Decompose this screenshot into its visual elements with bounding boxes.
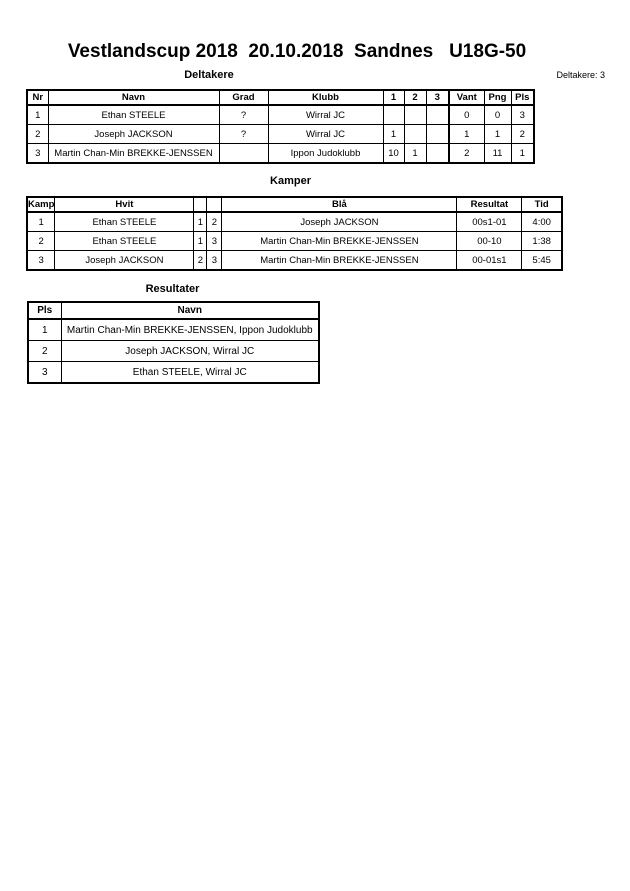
col-header-tid: Tid bbox=[522, 197, 562, 212]
col-header-match2: 2 bbox=[404, 90, 426, 105]
cell-kamp: 1 bbox=[27, 212, 55, 232]
resultater-header-row bbox=[28, 302, 319, 319]
cell-navn: Martin Chan-Min BREKKE-JENSSEN bbox=[48, 144, 219, 164]
cell-pls: 1 bbox=[28, 319, 61, 341]
cell-bla: Joseph JACKSON bbox=[222, 212, 457, 232]
page-title: Vestlandscup 2018 20.10.2018 Sandnes U18G-50 bbox=[67, 41, 527, 62]
cell-navn: Martin Chan-Min BREKKE-JENSSEN, Ippon Judoklubb bbox=[61, 319, 319, 341]
deltakere-header-row bbox=[27, 90, 534, 105]
cell-nr: 1 bbox=[27, 105, 48, 125]
cell-bla: Martin Chan-Min BREKKE-JENSSEN bbox=[222, 232, 457, 251]
table-row bbox=[27, 125, 534, 144]
cell-hvit: Ethan STEELE bbox=[55, 212, 194, 232]
cell-bla-nr: 3 bbox=[207, 232, 222, 251]
cell-hvit: Joseph JACKSON bbox=[55, 251, 194, 271]
col-header-navn: Navn bbox=[61, 302, 319, 319]
cell-tid: 1:38 bbox=[522, 232, 562, 251]
cell-navn: Joseph JACKSON bbox=[48, 125, 219, 144]
col-header-nr: Nr bbox=[27, 90, 48, 105]
cell-pls: 3 bbox=[28, 362, 61, 384]
col-header-klubb: Klubb bbox=[268, 90, 383, 105]
col-header-pls: Pls bbox=[511, 90, 534, 105]
cell-grad bbox=[219, 144, 268, 164]
cell-tid: 4:00 bbox=[522, 212, 562, 232]
cell-match3 bbox=[426, 144, 449, 164]
cell-match3 bbox=[426, 125, 449, 144]
cell-pls: 2 bbox=[28, 341, 61, 362]
cell-match2 bbox=[404, 125, 426, 144]
col-header-bla: Blå bbox=[222, 197, 457, 212]
cell-hvit-nr: 1 bbox=[194, 212, 207, 232]
cell-match1: 1 bbox=[383, 125, 404, 144]
cell-bla-nr: 3 bbox=[207, 251, 222, 271]
table-row bbox=[28, 319, 319, 341]
cell-kamp: 3 bbox=[27, 251, 55, 271]
cell-resultat: 00s1-01 bbox=[457, 212, 522, 232]
col-header-resultat: Resultat bbox=[457, 197, 522, 212]
kamper-header-row bbox=[27, 197, 562, 212]
cell-klubb: Wirral JC bbox=[268, 125, 383, 144]
cell-grad: ? bbox=[219, 105, 268, 125]
cell-bla-nr: 2 bbox=[207, 212, 222, 232]
col-header-vant: Vant bbox=[449, 90, 484, 105]
cell-match3 bbox=[426, 105, 449, 125]
cell-match1: 10 bbox=[383, 144, 404, 164]
col-header-navn: Navn bbox=[48, 90, 219, 105]
cell-vant: 1 bbox=[449, 125, 484, 144]
cell-navn: Ethan STEELE, Wirral JC bbox=[61, 362, 319, 384]
resultater-table bbox=[27, 301, 320, 384]
table-row bbox=[28, 341, 319, 362]
table-row bbox=[27, 105, 534, 125]
col-header-bla-nr bbox=[207, 197, 222, 212]
table-row bbox=[27, 251, 562, 271]
cell-bla: Martin Chan-Min BREKKE-JENSSEN bbox=[222, 251, 457, 271]
cell-grad: ? bbox=[219, 125, 268, 144]
participants-count: Deltakere: 3 bbox=[556, 70, 605, 80]
cell-png: 11 bbox=[484, 144, 511, 164]
col-header-png: Png bbox=[484, 90, 511, 105]
cell-match1 bbox=[383, 105, 404, 125]
cell-vant: 2 bbox=[449, 144, 484, 164]
col-header-hvit-nr bbox=[194, 197, 207, 212]
cell-pls: 2 bbox=[511, 125, 534, 144]
col-header-match1: 1 bbox=[383, 90, 404, 105]
cell-match2 bbox=[404, 105, 426, 125]
cell-navn: Joseph JACKSON, Wirral JC bbox=[61, 341, 319, 362]
table-row bbox=[27, 144, 534, 164]
cell-resultat: 00-10 bbox=[457, 232, 522, 251]
table-row bbox=[27, 212, 562, 232]
section-title-resultater: Resultater bbox=[145, 283, 200, 295]
cell-klubb: Ippon Judoklubb bbox=[268, 144, 383, 164]
cell-hvit-nr: 2 bbox=[194, 251, 207, 271]
table-row bbox=[27, 232, 562, 251]
cell-match2: 1 bbox=[404, 144, 426, 164]
cell-pls: 3 bbox=[511, 105, 534, 125]
col-header-match3: 3 bbox=[426, 90, 449, 105]
cell-tid: 5:45 bbox=[522, 251, 562, 271]
cell-kamp: 2 bbox=[27, 232, 55, 251]
cell-png: 1 bbox=[484, 125, 511, 144]
cell-resultat: 00-01s1 bbox=[457, 251, 522, 271]
cell-nr: 3 bbox=[27, 144, 48, 164]
cell-hvit: Ethan STEELE bbox=[55, 232, 194, 251]
section-title-kamper: Kamper bbox=[270, 175, 311, 187]
col-header-kamp: Kamp bbox=[28, 199, 55, 210]
kamper-table bbox=[26, 196, 563, 271]
cell-vant: 0 bbox=[449, 105, 484, 125]
cell-png: 0 bbox=[484, 105, 511, 125]
section-title-deltakere: Deltakere bbox=[184, 69, 234, 81]
cell-klubb: Wirral JC bbox=[268, 105, 383, 125]
deltakere-table bbox=[26, 89, 535, 164]
col-header-pls: Pls bbox=[28, 302, 61, 319]
cell-nr: 2 bbox=[27, 125, 48, 144]
cell-navn: Ethan STEELE bbox=[48, 105, 219, 125]
cell-pls: 1 bbox=[511, 144, 534, 164]
col-header-grad: Grad bbox=[219, 90, 268, 105]
cell-hvit-nr: 1 bbox=[194, 232, 207, 251]
col-header-hvit: Hvit bbox=[55, 197, 194, 212]
table-row bbox=[28, 362, 319, 384]
